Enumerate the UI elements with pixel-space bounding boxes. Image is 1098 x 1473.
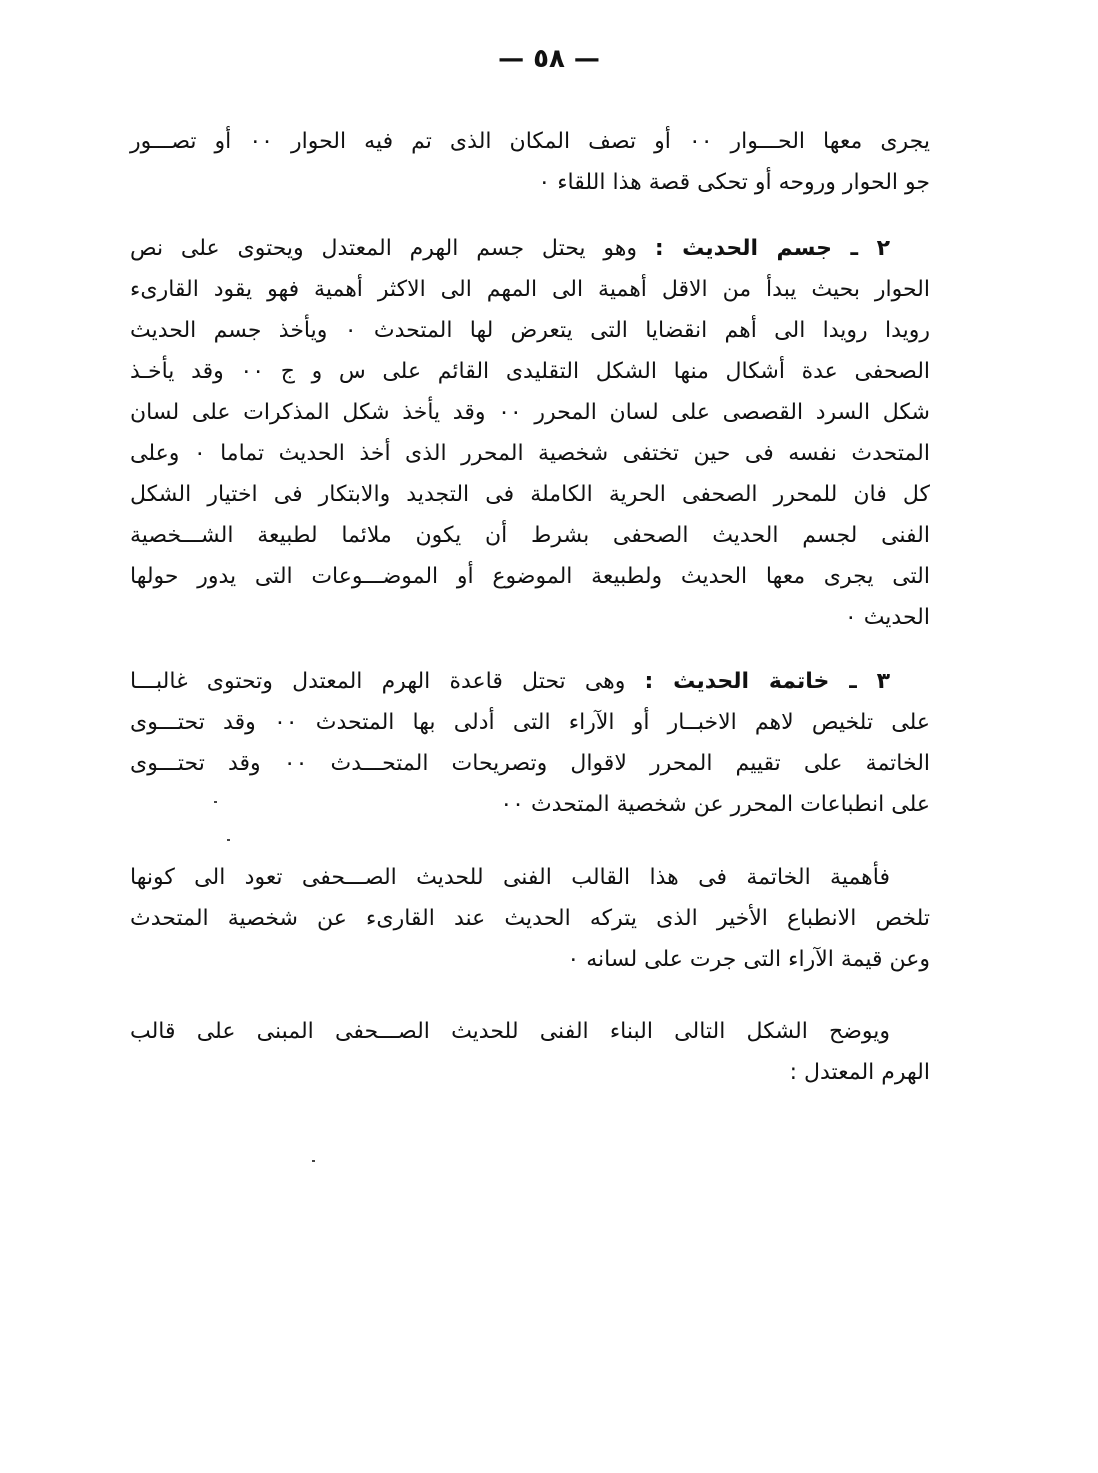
text-line: الحديث ٠ [844, 605, 930, 630]
text-line: الحوار بحيث يبدأ من الاقل أهمية الى المهم الى الاكثر أهمية فهو يقود القارىء [130, 277, 930, 302]
text-line: التى يجرى معها الحديث ولطبيعة الموضوع أو الموضـــوعات التى يدور حولها [130, 564, 930, 589]
paragraph-conclusion-section [130, 661, 930, 825]
page-number: — ٥٨ — [498, 44, 600, 74]
text-line: الصحفى عدة أشكال منها الشكل التقليدى القائم على س و ج ٠٠ وقد يأخـذ [130, 359, 931, 384]
section-heading-body: ٢ ـ جسم الحديث : [654, 236, 890, 261]
scan-speck [312, 1160, 315, 1162]
text-line: على تلخيص لاهم الاخبــار أو الآراء التى أدلى بها المتحدث ٠٠ وقد تحتـــوى [130, 710, 930, 735]
text-line [130, 228, 930, 269]
text-line: يجرى معها الحـــوار ٠٠ أو تصف المكان الذى تم فيه الحوار ٠٠ أو تصـــور [130, 129, 931, 154]
paragraph-figure-intro [130, 1011, 930, 1093]
text-line: الخاتمة على تقييم المحرر لاقوال وتصريحات المتحـــدث ٠٠ وقد تحتـــوى [130, 751, 931, 776]
text-line: الهرم المعتدل : [789, 1060, 930, 1085]
text-line-continuation: وهو يحتل جسم الهرم المعتدل ويحتوى على نص [130, 236, 655, 261]
paragraph-conclusion-importance [130, 857, 930, 980]
text-line: تلخص الانطباع الأخير الذى يتركه الحديث عند القارىء عن شخصية المتحدث [130, 906, 930, 931]
scan-speck [227, 839, 230, 841]
text-line [130, 661, 930, 702]
text-line: المتحدث نفسه فى حين تختفى شخصية المحرر الذى أخذ الحديث تماما ٠ وعلى [130, 441, 930, 466]
scan-speck [214, 801, 217, 803]
text-line: على انطباعات المحرر عن شخصية المتحدث ٠٠ [500, 792, 930, 817]
paragraph-intro-continuation [130, 121, 930, 203]
text-line: رويدا رويدا الى أهم انقضايا التى يتعرض لها المتحدث ٠ ويأخذ جسم الحديث [130, 318, 931, 343]
text-line: وعن قيمة الآراء التى جرت على لسانه ٠ [567, 947, 930, 972]
text-line: ويوضح الشكل التالى البناء الفنى للحديث الصـــحفى المبنى على قالب [130, 1019, 890, 1044]
paragraph-body-section [130, 228, 930, 638]
section-heading-conclusion: ٣ ـ خاتمة الحديث : [644, 669, 890, 694]
text-line: جو الحوار وروحه أو تحكى قصة هذا اللقاء ٠ [538, 170, 930, 195]
text-line: كل فان للمحرر الصحفى الحرية الكاملة فى التجديد والابتكار فى اختيار الشكل [130, 482, 930, 507]
text-line-continuation: وهى تحتل قاعدة الهرم المعتدل وتحتوى غالبـــا [130, 669, 645, 694]
text-line: شكل السرد القصصى على لسان المحرر ٠٠ وقد يأخذ شكل المذكرات على لسان [130, 400, 930, 425]
text-line: فأهمية الخاتمة فى هذا القالب الفنى للحديث الصـــحفى تعود الى كونها [130, 865, 890, 890]
text-line: الفنى لجسم الحديث الصحفى بشرط أن يكون ملائما لطبيعة الشـــخصية [130, 523, 930, 548]
